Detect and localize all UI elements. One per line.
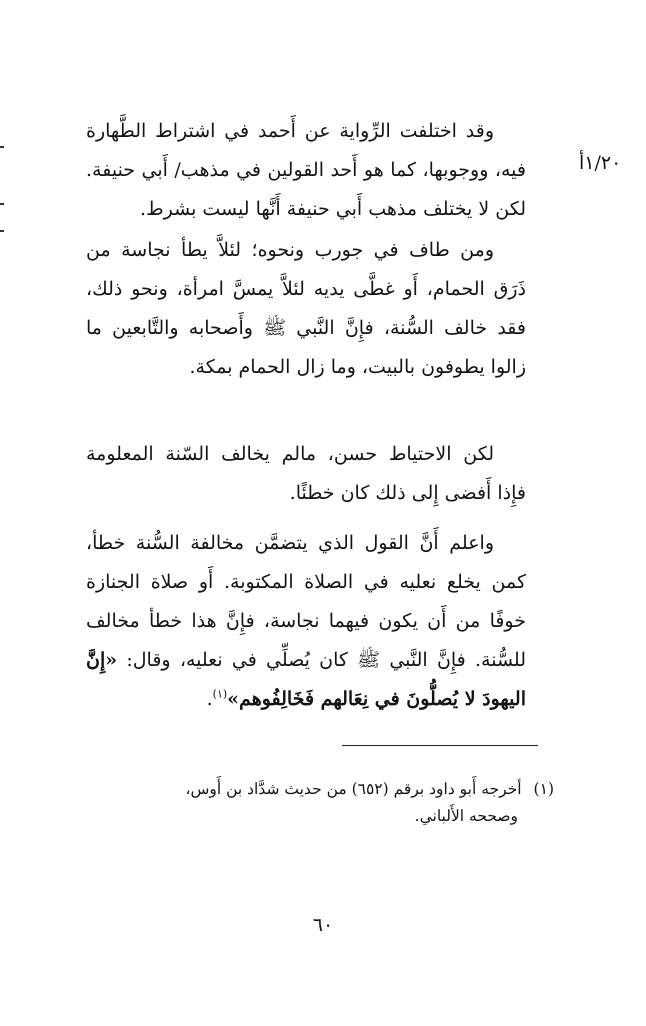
footnote-line-1 [96, 776, 554, 803]
footnote-line-2: وصححه الأَلباني. [414, 807, 518, 825]
left-edge-mark [0, 146, 4, 148]
footnote-reference[interactable]: (١) [212, 687, 228, 701]
left-edge-mark [0, 203, 4, 205]
paragraph-1-text: وقد اختلفت الرِّواية عن أَحمد في اشتراط الطَّهارة فيه، ووجوبها، كما هو أَحد القولين في مذهب/ أَبي حنيفة. لكن لا يختلف مذهب أَبي حنيفة أَنَّها ليست بشرط. [86, 120, 526, 220]
hadith-quote: «إِنَّ اليهودَ لا يُصلُّونَ في نِعَالهم فَخَالِفُوهم» [86, 649, 526, 710]
footnote-number: (١) [533, 780, 554, 798]
paragraph-2 [86, 231, 526, 387]
paragraph-4-body: واعلم أَنَّ القول الذي يتضمَّن مخالفة السُّنة خطأ، كمن يخلع نعليه في الصلاة المكتوبة. أَو صلاة الجنازة خوفًا من أَن يكون فيهما نجاسة، فإِنَّ هذا خطأ مخالف للسُّنة. فإِنَّ النَّبي ﷺ كان يُصلِّي في نعليه، وقال: [86, 532, 526, 671]
footnote [96, 776, 554, 830]
paragraph-4-end: . [206, 688, 213, 710]
footnote-separator [342, 745, 538, 746]
footnote-text-1: أخرجه أَبو داود برقم (٦٥٢) من حديث شدَّاد بن أَوس، [185, 780, 522, 798]
paragraph-4 [86, 524, 526, 719]
paragraph-3-text: لكن الاحتياط حسن، مالم يخالف السّنة المعلومة فإِذا أَفضى إِلى ذلك كان خطئًا. [86, 443, 526, 504]
page-number: ٦٠ [312, 914, 334, 936]
paragraph-1 [86, 112, 526, 229]
left-edge-mark [0, 230, 4, 232]
paragraph-3 [86, 435, 526, 513]
manuscript-folio-note: ١/٢٠أ [579, 152, 622, 174]
paragraph-2-text: ومن طاف في جورب ونحوه؛ لئلاَّ يطأ نجاسة من ذَرَق الحمام، أَو غطَّى يديه لئلاَّ يمسَّ امرأة، ونحو ذلك، فقد خالف السُّنة، فإِنَّ النَّبي ﷺ وأَصحابه والتَّابعين ما زالوا يطوفون بالبيت، وما زال الحمام بمكة. [86, 239, 526, 378]
paragraph-4-text [86, 524, 526, 719]
